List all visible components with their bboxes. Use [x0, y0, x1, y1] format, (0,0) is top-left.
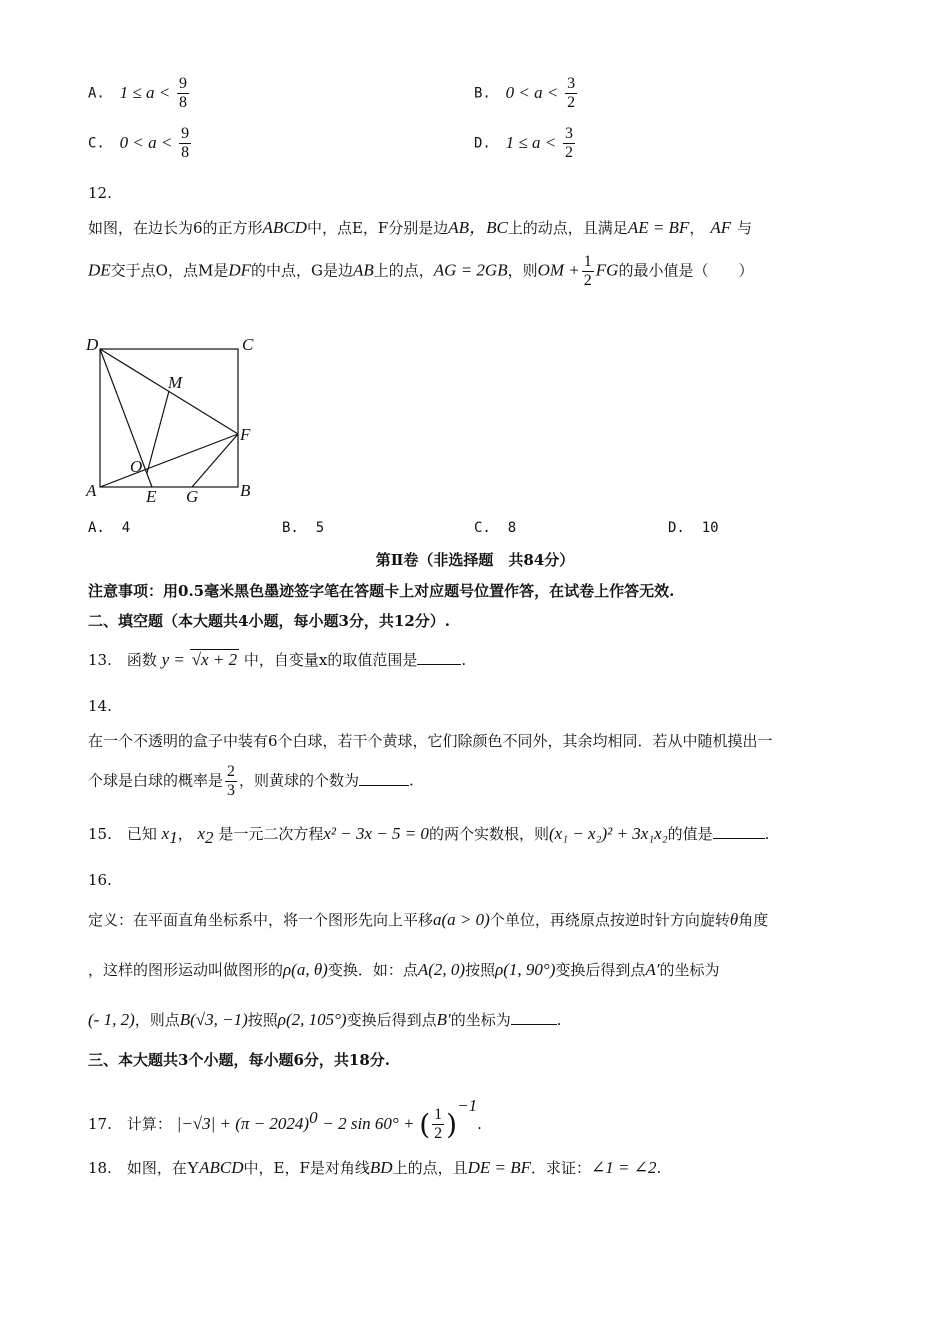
q12-line2: DE交于点O，点M是DF的中点，G是边AB上的点，AG = 2GB，则OM + $\frac{1}{2}$ FG的最小值是（ ）: [88, 253, 754, 289]
label-M: M: [168, 373, 183, 392]
option-b-label: B.: [474, 85, 491, 102]
q16-answer-blank: [511, 1010, 557, 1025]
segment-fg: [192, 434, 238, 487]
option-c-inequality: 0 < a <: [119, 132, 173, 152]
section2-title: 第Ⅱ卷（非选择题 共84分）: [375, 551, 575, 569]
q12-line1: 如图，在边长为6的正方形ABCD中，点E，F分别是边AB，BC上的动点，且满足AE = BF， AF 与: [88, 218, 753, 237]
option-d-inequality: 1 ≤ a <: [505, 132, 557, 152]
option-a-inequality: 1 ≤ a <: [119, 82, 171, 102]
q14-probability-fraction: $\frac{2}{3}$: [227, 763, 236, 799]
option-b-inequality: 0 < a <: [505, 82, 559, 102]
q14-answer-blank: [359, 771, 409, 786]
q14-line2: 个球是白球的概率是 $\frac{2}{3}$ ，则黄球的个数为 .: [88, 763, 414, 799]
label-B: B: [240, 481, 251, 500]
label-D: D: [86, 335, 99, 354]
q12-geometry-figure: [82, 334, 282, 514]
label-E: E: [146, 487, 157, 506]
q13-radical: √x + 2: [191, 650, 238, 669]
parallelogram-symbol: Y: [186, 1158, 200, 1177]
option-a-label: A.: [88, 85, 105, 102]
label-G: G: [186, 487, 199, 506]
fill-blank-heading: 二、填空题（本大题共4小题，每小题3分，共12分）.: [88, 612, 450, 630]
q12-option-b: B. 5: [282, 520, 325, 536]
q15: 15. 已知 $x_1$， $x_2$ 是一元二次方程x² − 3x − 5 = 0的两个实数根，则(x₁ − x₂)² + 3x₁x₂的值是 .: [88, 824, 770, 847]
q12-option-d: D. 10: [668, 520, 719, 536]
q14-number: 14.: [88, 697, 112, 715]
q17-half-fraction: $\frac{1}{2}$: [434, 1106, 443, 1143]
q12-number: 12.: [88, 184, 112, 202]
label-C: C: [242, 335, 254, 354]
q13-answer-blank: [417, 650, 461, 665]
q12-option-c: C. 8: [474, 520, 517, 536]
q14-line1: 在一个不透明的盒子中装有6个白球，若干个黄球，它们除颜色不同外，其余均相同．若从中随机摸出一: [88, 732, 773, 750]
q11-option-c: [88, 126, 193, 161]
option-d-label: D.: [474, 135, 491, 152]
option-c-label: C.: [88, 135, 105, 152]
section3-heading: 三、本大题共3个小题，每小题6分，共18分.: [88, 1051, 390, 1069]
q11-option-b: [474, 76, 579, 111]
q16-line2: ，这样的图形运动叫做图形的ρ(a, θ)变换．如：点A(2, 0)按照ρ(1, 90°)变换后得到点A′的坐标为: [88, 960, 720, 979]
q16-number: 16.: [88, 871, 112, 889]
section2-notice: 注意事项：用0.5毫米黑色墨迹签字笔在答题卡上对应题号位置作答，在试卷上作答无效.: [88, 582, 675, 600]
option-a-fraction: $\frac{9}{8}$: [178, 75, 187, 111]
segment-af: [100, 434, 238, 487]
q17: 17. 计算： $|-√3| + (\pi - 2024)^0 - 2$ sin 60° + ( $\frac{1}{2}$ )$^{-1}$.: [88, 1096, 482, 1143]
q12-half-fraction: $\frac{1}{2}$: [583, 253, 592, 289]
segment-om: [147, 391, 169, 473]
option-d-fraction: $\frac{3}{2}$: [564, 125, 573, 161]
q13: 13. 函数 y = √x + 2 中，自变量x的取值范围是 .: [88, 650, 467, 669]
label-O: O: [130, 457, 143, 476]
q16-line1: 定义：在平面直角坐标系中，将一个图形先向上平移a(a > 0)个单位，再绕原点按逆时针方向旋转θ角度: [88, 910, 769, 929]
segment-de: [100, 349, 152, 487]
label-F: F: [240, 425, 251, 444]
label-A: A: [86, 481, 97, 500]
square-abcd: [100, 349, 238, 487]
option-c-fraction: $\frac{9}{8}$: [181, 125, 190, 161]
q11-option-d: [474, 126, 577, 161]
q18: 18. 如图，在YABCD中，E，F是对角线BD上的点，且DE = BF．求证：∠1 = ∠2.: [88, 1158, 662, 1177]
q16-line3: (- 1, 2)，则点B(√3, −1)按照ρ(2, 105°)变换后得到点B′的坐标为 .: [88, 1010, 562, 1029]
q15-answer-blank: [713, 824, 765, 839]
q11-option-a: [88, 76, 191, 111]
option-b-fraction: $\frac{3}{2}$: [567, 75, 576, 111]
q12-option-a: A. 4: [88, 520, 131, 536]
